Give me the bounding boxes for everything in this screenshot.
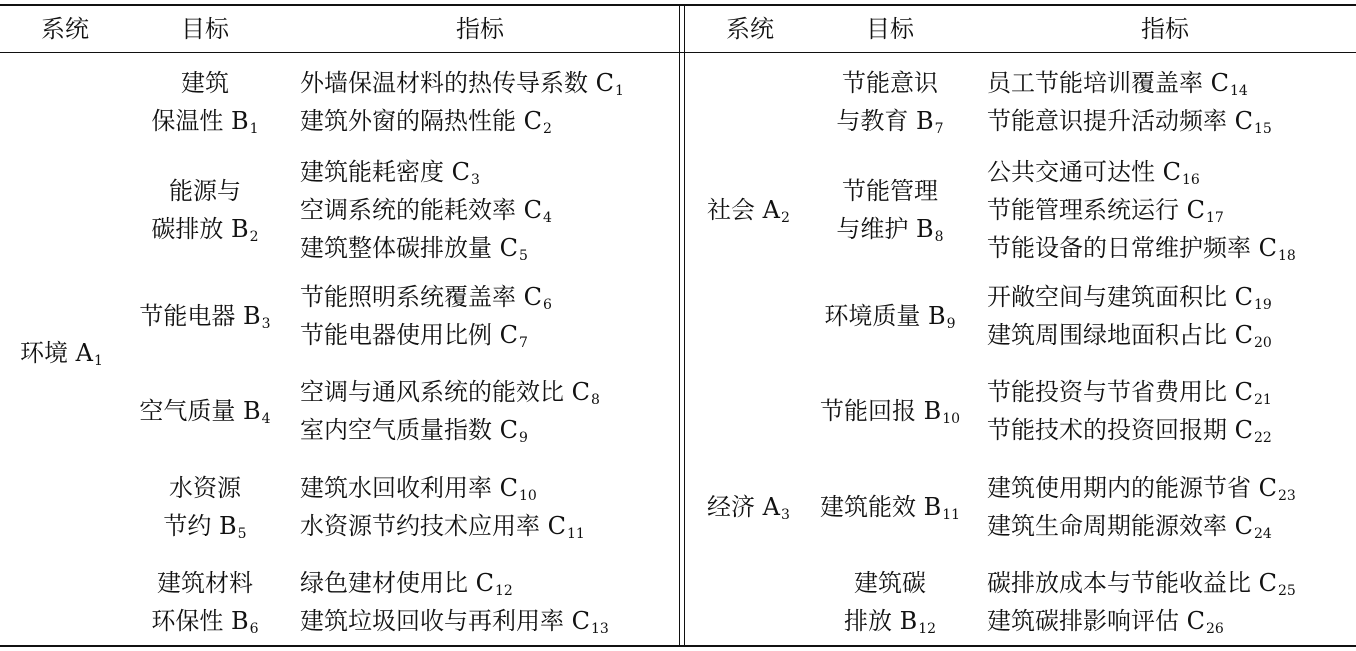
goal-label: 节能回报 $B_{10}$: [819, 397, 961, 427]
goal-label: 节能管理 与维护 $B_8$: [836, 177, 944, 245]
indicator-item: 外墙保温材料的热传导系数 $C_1$: [300, 69, 624, 99]
header-indicator: 指标: [1141, 15, 1189, 43]
indicator-item: 建筑能耗密度 $C_3$: [300, 158, 480, 188]
header-rule: [0, 52, 1356, 53]
goal-label: 空气质量 $B_4$: [139, 397, 271, 427]
indicator-list: [987, 469, 1296, 545]
indicator-item: 节能意识提升活动频率 $C_{15}$: [987, 107, 1272, 137]
indicator-item: 开敞空间与建筑面积比 $C_{19}$: [987, 283, 1272, 313]
indicator-item: 建筑水回收利用率 $C_{10}$: [300, 474, 537, 504]
header-system: 系统: [41, 15, 89, 43]
header-goal: 目标: [181, 15, 229, 43]
header-system: 系统: [726, 15, 774, 43]
indicator-item: 建筑外窗的隔热性能 $C_2$: [300, 107, 552, 137]
indicator-list: [300, 564, 609, 640]
indicator-list: [300, 278, 552, 354]
indicator-item: 员工节能培训覆盖率 $C_{14}$: [987, 69, 1248, 99]
indicator-list: [987, 64, 1272, 140]
indicator-item: 绿色建材使用比 $C_{12}$: [300, 569, 513, 599]
indicator-item: 节能电器使用比例 $C_7$: [300, 321, 528, 351]
indicator-item: 建筑周围绿地面积占比 $C_{20}$: [987, 321, 1272, 351]
indicator-list: [987, 373, 1272, 449]
indicator-list: [300, 373, 600, 449]
indicator-list: [987, 153, 1296, 267]
center-divider: [684, 4, 685, 647]
indicator-item: 节能照明系统覆盖率 $C_6$: [300, 283, 552, 313]
indicator-item: 水资源节约技术应用率 $C_{11}$: [300, 512, 585, 542]
goal-label: 建筑碳 排放 $B_{12}$: [843, 569, 937, 637]
goal-label: 建筑材料 环保性 $B_6$: [151, 569, 259, 637]
indicator-item: 建筑碳排影响评估 $C_{26}$: [987, 607, 1224, 637]
indicator-item: 建筑整体碳排放量 $C_5$: [300, 234, 528, 264]
goal-label: 能源与 碳排放 $B_2$: [151, 177, 259, 245]
indicator-list: [300, 153, 552, 267]
indicator-item: 节能管理系统运行 $C_{17}$: [987, 196, 1224, 226]
indicator-item: 节能投资与节省费用比 $C_{21}$: [987, 378, 1272, 408]
indicator-list: [987, 564, 1296, 640]
indicator-item: 空调系统的能耗效率 $C_4$: [300, 196, 552, 226]
goal-label: 水资源 节约 $B_5$: [163, 474, 247, 542]
indicator-item: 建筑使用期内的能源节省 $C_{23}$: [987, 474, 1296, 504]
goal-label: 节能意识 与教育 $B_7$: [836, 69, 944, 137]
system-label: 社会 $A_2$: [707, 196, 790, 226]
goal-label: 节能电器 $B_3$: [139, 302, 271, 332]
indicator-list: [300, 469, 585, 545]
goal-label: 环境质量 $B_9$: [824, 302, 956, 332]
indicator-item: 节能技术的投资回报期 $C_{22}$: [987, 416, 1272, 446]
header-indicator: 指标: [456, 15, 504, 43]
indicator-item: 空调与通风系统的能效比 $C_8$: [300, 378, 600, 408]
system-label: 环境 $A_1$: [20, 339, 103, 369]
top-rule: [0, 4, 1356, 6]
header-goal: 目标: [866, 15, 914, 43]
indicator-item: 公共交通可达性 $C_{16}$: [987, 158, 1200, 188]
indicator-item: 碳排放成本与节能收益比 $C_{25}$: [987, 569, 1296, 599]
indicator-list: [300, 64, 624, 140]
indicator-list: [987, 278, 1272, 354]
indicator-item: 建筑生命周期能源效率 $C_{24}$: [987, 512, 1272, 542]
center-divider: [679, 4, 680, 647]
goal-label: 建筑 保温性 $B_1$: [151, 69, 259, 137]
bottom-rule: [0, 645, 1356, 647]
system-label: 经济 $A_3$: [707, 493, 790, 523]
indicator-item: 建筑垃圾回收与再利用率 $C_{13}$: [300, 607, 609, 637]
indicator-item: 节能设备的日常维护频率 $C_{18}$: [987, 234, 1296, 264]
goal-label: 建筑能效 $B_{11}$: [819, 493, 961, 523]
indicator-item: 室内空气质量指数 $C_9$: [300, 416, 528, 446]
